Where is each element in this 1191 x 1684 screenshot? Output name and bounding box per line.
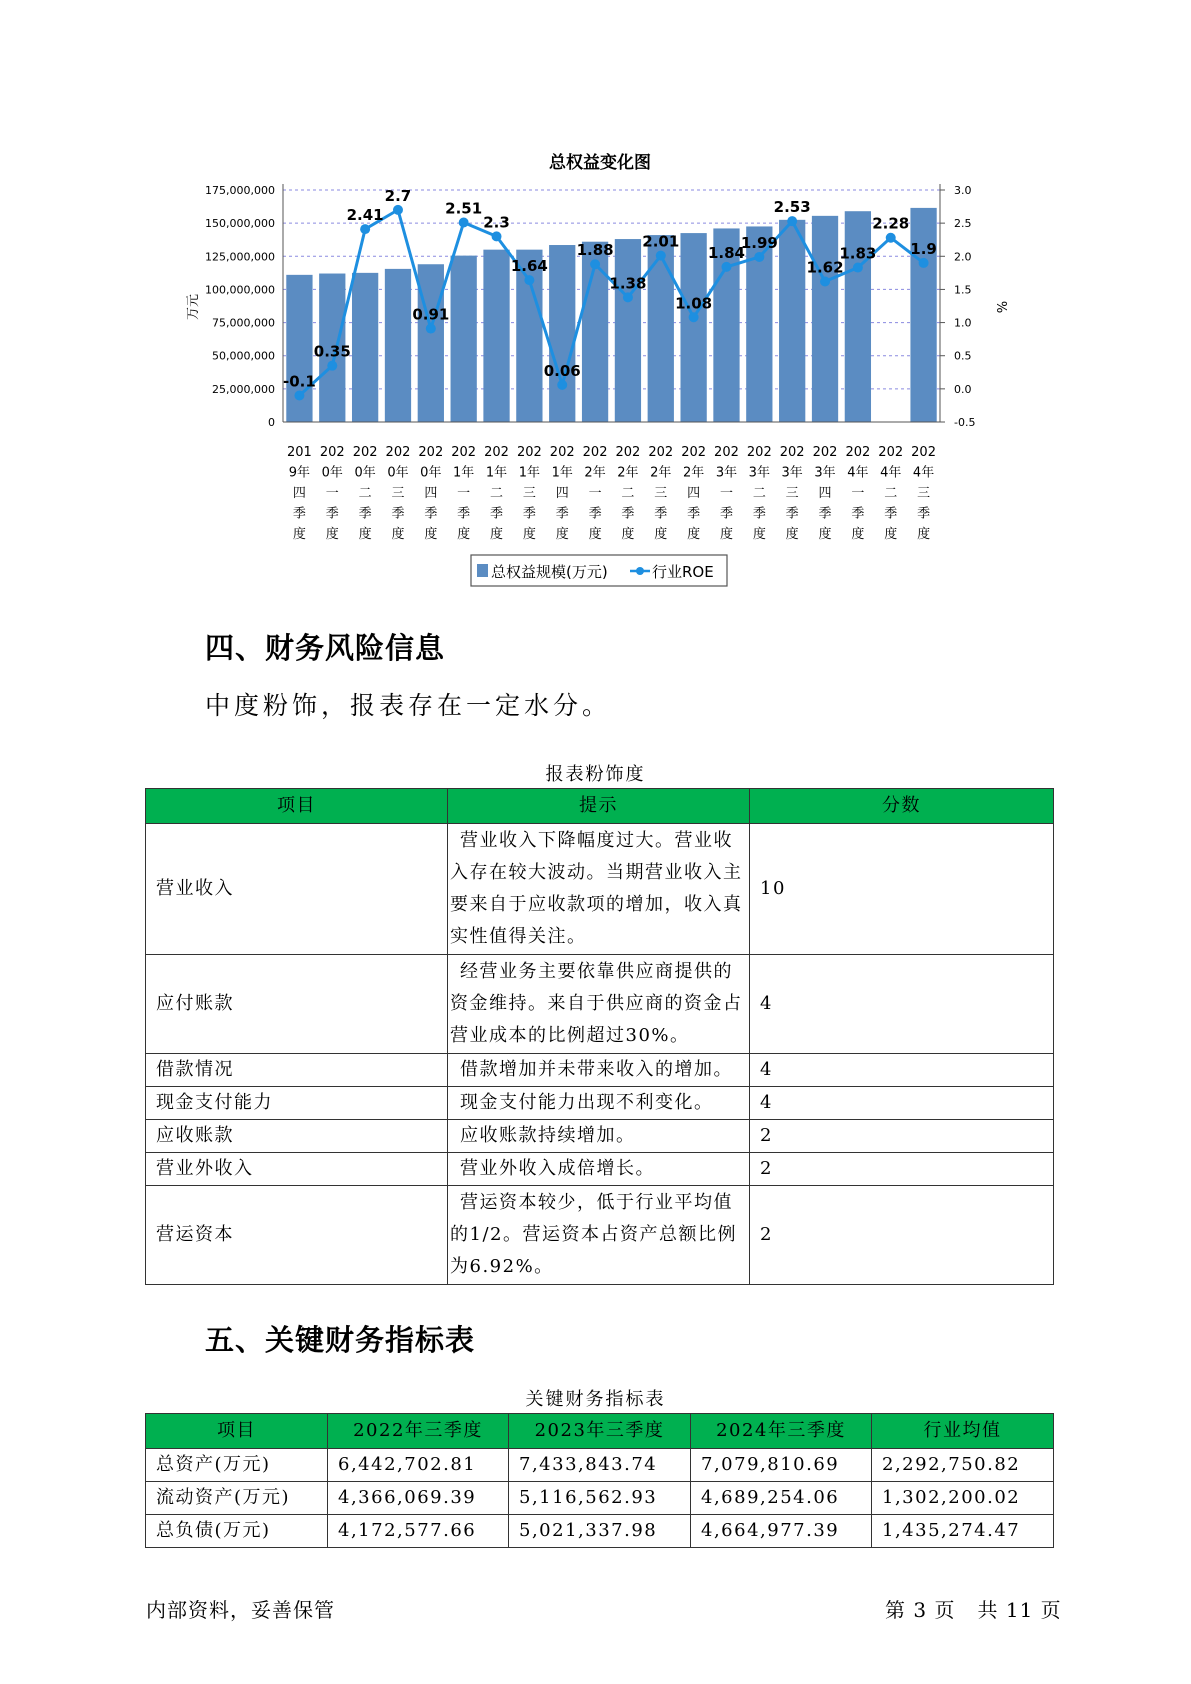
category-label: 季 <box>325 506 339 522</box>
risk-score-cell: 2 <box>750 1120 1054 1153</box>
category-label: 季 <box>555 506 569 522</box>
chart-bars <box>286 208 936 422</box>
category-label: 9年 <box>288 465 311 481</box>
risk-table-row <box>146 824 1054 955</box>
roe-point <box>360 224 370 234</box>
category-label: 201 <box>287 445 312 460</box>
category-label: 0年 <box>354 465 376 481</box>
risk-tip-cell: 现金支付能力出现不利变化。 <box>448 1087 750 1120</box>
category-label: 度 <box>621 527 635 542</box>
roe-data-label: 1.9 <box>910 239 937 258</box>
category-label: 三 <box>785 486 799 501</box>
category-label: 202 <box>385 445 411 460</box>
category-label: 季 <box>818 506 832 522</box>
risk-tip-cell: 营业收入下降幅度过大。营业收入存在较大波动。当期营业收入主要来自于应收款项的增加，收入真实性值得关注。 <box>448 824 750 955</box>
category-label: 度 <box>292 527 306 542</box>
category-label: 季 <box>391 506 405 522</box>
key-header-cell: 行业均值 <box>872 1414 1054 1449</box>
category-label: 1年 <box>518 465 541 481</box>
left-tick-label: 100,000,000 <box>205 283 275 297</box>
roe-point <box>623 292 633 302</box>
roe-data-label: 2.01 <box>642 232 680 251</box>
equity-bar <box>352 273 378 422</box>
roe-point <box>919 258 929 268</box>
roe-data-label: 1.99 <box>740 233 778 252</box>
roe-data-label: 2.3 <box>483 213 510 232</box>
key-value-cell: 6,442,702.81 <box>328 1449 509 1482</box>
roe-point <box>426 324 436 334</box>
category-label: 季 <box>457 506 471 522</box>
category-label: 四 <box>818 486 832 501</box>
key-value-cell: 4,172,577.66 <box>328 1515 509 1548</box>
category-label: 202 <box>615 445 641 460</box>
roe-data-label: 0.91 <box>412 305 450 324</box>
category-label: 202 <box>812 445 838 460</box>
category-label: 四 <box>555 486 569 501</box>
category-label: 季 <box>358 506 372 522</box>
chart-roe-line <box>283 187 937 401</box>
header-tip: 提示 <box>448 789 750 824</box>
risk-table <box>145 788 1054 1285</box>
category-label: 3年 <box>814 465 836 481</box>
equity-bar <box>483 250 509 422</box>
category-label: 二 <box>490 486 504 501</box>
equity-bar <box>385 269 411 422</box>
equity-bar <box>648 235 674 422</box>
right-tick-label: 1.0 <box>954 316 972 330</box>
category-label: 度 <box>851 527 865 542</box>
risk-table-row <box>146 1153 1054 1186</box>
roe-data-label: 1.38 <box>609 274 647 293</box>
category-label: 季 <box>917 506 931 522</box>
roe-point <box>754 252 764 262</box>
key-value-cell: 1,302,200.02 <box>872 1482 1054 1515</box>
chart-ylabel-left: 万元 <box>186 293 201 321</box>
category-label: 度 <box>522 527 536 542</box>
category-label: 3年 <box>748 465 770 481</box>
legend-bar-label: 总权益规模(万元) <box>491 563 608 581</box>
category-label: 202 <box>549 445 575 460</box>
category-label: 季 <box>785 506 799 522</box>
category-label: 202 <box>319 445 345 460</box>
category-label: 0年 <box>321 465 343 481</box>
equity-bar <box>779 220 805 422</box>
category-label: 0年 <box>420 465 442 481</box>
roe-point <box>557 380 567 390</box>
risk-item-cell: 借款情况 <box>146 1054 448 1087</box>
category-label: 202 <box>681 445 707 460</box>
roe-point <box>721 262 731 272</box>
category-label: 二 <box>358 486 372 501</box>
risk-tip-cell: 借款增加并未带来收入的增加。 <box>448 1054 750 1087</box>
key-item-cell: 流动资产(万元) <box>146 1482 328 1515</box>
key-value-cell: 7,079,810.69 <box>691 1449 872 1482</box>
roe-data-label: 1.62 <box>806 258 844 277</box>
roe-data-label: 2.28 <box>872 214 910 233</box>
right-tick-label: -0.5 <box>954 416 976 429</box>
category-label: 四 <box>687 486 701 501</box>
category-label: 季 <box>424 506 438 522</box>
roe-data-label: -0.1 <box>283 372 316 391</box>
risk-table-row <box>146 955 1054 1054</box>
category-label: 1年 <box>551 465 573 481</box>
key-indicator-row <box>146 1482 1054 1515</box>
category-label: 一 <box>457 486 471 501</box>
section5-heading: 五、关键财务指标表 <box>205 1323 476 1357</box>
roe-data-label: 2.41 <box>346 206 384 225</box>
key-value-cell: 4,366,069.39 <box>328 1482 509 1515</box>
roe-point <box>459 217 469 227</box>
category-label: 度 <box>325 527 339 542</box>
category-label: 度 <box>785 527 799 542</box>
category-label: 202 <box>418 445 444 460</box>
category-label: 四 <box>292 486 306 501</box>
category-label: 一 <box>719 486 733 501</box>
roe-point <box>294 390 304 400</box>
category-label: 202 <box>845 445 871 460</box>
risk-table-row <box>146 1087 1054 1120</box>
table2-caption: 关键财务指标表 <box>525 1389 666 1410</box>
roe-data-label: 2.51 <box>445 199 483 218</box>
category-label: 季 <box>588 506 602 522</box>
roe-point <box>590 259 600 269</box>
right-tick-label: 1.5 <box>954 283 972 297</box>
key-header-cell: 2022年三季度 <box>328 1414 509 1449</box>
roe-point <box>787 216 797 226</box>
key-item-cell: 总资产(万元) <box>146 1449 328 1482</box>
risk-item-cell: 应付账款 <box>146 955 448 1054</box>
left-tick-label: 50,000,000 <box>212 349 275 363</box>
risk-tip-cell: 应收账款持续增加。 <box>448 1120 750 1153</box>
category-label: 季 <box>752 506 766 522</box>
roe-data-label: 2.7 <box>384 186 412 205</box>
category-label: 度 <box>752 527 766 542</box>
equity-bar <box>812 216 838 422</box>
category-label: 202 <box>911 445 936 460</box>
roe-point <box>524 275 534 285</box>
category-label: 202 <box>352 445 378 460</box>
category-label: 202 <box>779 445 805 460</box>
equity-bar <box>845 211 871 422</box>
section4-heading: 四、财务风险信息 <box>205 631 446 665</box>
risk-item-cell: 营运资本 <box>146 1186 448 1285</box>
category-label: 1年 <box>485 465 508 481</box>
risk-table-header <box>146 789 1054 824</box>
roe-point <box>853 263 863 273</box>
roe-point <box>689 312 699 322</box>
risk-score-cell: 10 <box>750 824 1054 955</box>
key-value-cell: 1,435,274.47 <box>872 1515 1054 1548</box>
category-label: 202 <box>516 445 542 460</box>
roe-point <box>820 276 830 286</box>
risk-table-row <box>146 1054 1054 1087</box>
category-label: 度 <box>490 527 504 542</box>
roe-data-label: 1.08 <box>675 294 713 313</box>
left-tick-label: 25,000,000 <box>212 382 275 396</box>
left-tick-label: 150,000,000 <box>205 217 275 231</box>
key-header-cell: 2023年三季度 <box>509 1414 691 1449</box>
key-value-cell: 4,689,254.06 <box>691 1482 872 1515</box>
risk-tip-cell: 营业外收入成倍增长。 <box>448 1153 750 1186</box>
key-value-cell: 7,433,843.74 <box>509 1449 691 1482</box>
category-label: 一 <box>325 486 339 501</box>
category-label: 季 <box>490 506 504 522</box>
category-label: 度 <box>818 527 832 542</box>
header-item: 项目 <box>146 789 448 824</box>
equity-bar <box>451 256 477 422</box>
left-tick-label: 0 <box>268 416 275 429</box>
category-label: 一 <box>588 486 602 501</box>
footer-left: 内部资料，妥善保管 <box>146 1598 335 1622</box>
key-item-cell: 总负债(万元) <box>146 1515 328 1548</box>
header-score: 分数 <box>750 789 1054 824</box>
category-label: 1年 <box>453 465 475 481</box>
right-tick-label: 3.0 <box>954 184 972 197</box>
category-label: 度 <box>884 527 898 542</box>
category-label: 度 <box>457 527 471 542</box>
key-value-cell: 2,292,750.82 <box>872 1449 1054 1482</box>
legend-line-label: 行业ROE <box>652 563 714 581</box>
category-label: 季 <box>522 506 536 522</box>
category-label: 202 <box>582 445 608 460</box>
category-label: 季 <box>654 506 668 522</box>
risk-tip-cell: 营运资本较少，低于行业平均值的1/2。营运资本占资产总额比例为6.92%。 <box>448 1186 750 1285</box>
key-header-cell: 项目 <box>146 1414 328 1449</box>
roe-data-label: 0.35 <box>313 342 351 361</box>
key-value-cell: 5,021,337.98 <box>509 1515 691 1548</box>
category-label: 季 <box>884 506 898 522</box>
roe-point <box>886 233 896 243</box>
legend-line-swatch <box>636 567 644 575</box>
chart-title: 总权益变化图 <box>549 153 651 173</box>
category-label: 2年 <box>650 465 672 481</box>
equity-bar <box>615 239 641 422</box>
key-value-cell: 5,116,562.93 <box>509 1482 691 1515</box>
category-label: 季 <box>621 506 635 522</box>
left-tick-label: 125,000,000 <box>205 250 275 264</box>
key-header-cell: 2024年三季度 <box>691 1414 872 1449</box>
category-label: 0年 <box>387 465 409 481</box>
roe-data-label: 1.64 <box>510 257 548 276</box>
risk-score-cell: 4 <box>750 1054 1054 1087</box>
equity-chart <box>0 0 1191 600</box>
roe-data-label: 2.53 <box>773 198 811 217</box>
chart-ylabel-right: % <box>993 300 1008 314</box>
category-label: 4年 <box>847 465 869 481</box>
section4-summary: 中度粉饰，报表存在一定水分。 <box>205 691 612 720</box>
risk-tip-cell: 经营业务主要依靠供应商提供的资金维持。来自于供应商的资金占营业成本的比例超过30%。 <box>448 955 750 1054</box>
roe-point <box>327 361 337 371</box>
category-label: 202 <box>484 445 509 460</box>
risk-score-cell: 4 <box>750 1087 1054 1120</box>
risk-score-cell: 2 <box>750 1186 1054 1285</box>
category-label: 季 <box>292 506 306 522</box>
roe-point <box>492 231 502 241</box>
category-label: 度 <box>719 527 733 542</box>
left-tick-label: 75,000,000 <box>212 316 275 330</box>
category-label: 4年 <box>912 465 935 481</box>
category-label: 度 <box>424 527 438 542</box>
key-indicator-table <box>145 1413 1054 1548</box>
footer-page: 第 3 页 共 11 页 <box>885 1598 1062 1622</box>
category-label: 2年 <box>584 465 606 481</box>
category-label: 202 <box>648 445 674 460</box>
category-label: 三 <box>522 486 536 501</box>
category-label: 三 <box>654 486 668 501</box>
right-tick-label: 0.5 <box>954 349 972 363</box>
category-label: 一 <box>851 486 865 501</box>
key-indicator-header <box>146 1414 1054 1449</box>
category-label: 度 <box>588 527 602 542</box>
legend-bar-swatch <box>477 564 488 577</box>
category-label: 2年 <box>682 465 705 481</box>
risk-table-row <box>146 1186 1054 1285</box>
key-indicator-row <box>146 1449 1054 1482</box>
category-label: 二 <box>884 486 898 501</box>
risk-item-cell: 现金支付能力 <box>146 1087 448 1120</box>
risk-item-cell: 营业外收入 <box>146 1153 448 1186</box>
chart-legend <box>471 555 727 586</box>
equity-bar <box>680 233 706 422</box>
category-label: 季 <box>851 506 865 522</box>
category-label: 三 <box>391 486 405 501</box>
category-label: 二 <box>621 486 635 501</box>
category-label: 4年 <box>880 465 902 481</box>
right-tick-label: 2.5 <box>954 217 972 231</box>
category-label: 度 <box>917 527 931 542</box>
category-label: 2年 <box>617 465 639 481</box>
category-label: 度 <box>391 527 405 542</box>
category-label: 四 <box>424 486 438 501</box>
category-label: 202 <box>714 445 739 460</box>
category-label: 度 <box>654 527 668 542</box>
category-label: 季 <box>719 506 733 522</box>
risk-item-cell: 应收账款 <box>146 1120 448 1153</box>
right-tick-label: 2.0 <box>954 250 972 264</box>
risk-table-row <box>146 1120 1054 1153</box>
key-indicator-row <box>146 1515 1054 1548</box>
category-label: 季 <box>687 506 701 522</box>
category-label: 3年 <box>781 465 803 481</box>
category-label: 二 <box>752 486 766 501</box>
risk-score-cell: 2 <box>750 1153 1054 1186</box>
category-label: 202 <box>451 445 477 460</box>
roe-point <box>393 205 403 215</box>
equity-bar <box>418 264 444 422</box>
left-tick-label: 175,000,000 <box>205 184 275 197</box>
roe-data-label: 1.84 <box>707 243 745 262</box>
category-label: 202 <box>878 445 904 460</box>
category-label: 度 <box>358 527 372 542</box>
category-label: 度 <box>555 527 569 542</box>
category-label: 202 <box>746 445 772 460</box>
key-value-cell: 4,664,977.39 <box>691 1515 872 1548</box>
equity-bar <box>549 245 575 422</box>
risk-item-cell: 营业收入 <box>146 824 448 955</box>
roe-data-label: 0.06 <box>543 361 581 380</box>
category-label: 度 <box>687 527 701 542</box>
right-tick-label: 0.0 <box>954 382 972 396</box>
roe-point <box>656 251 666 261</box>
category-label: 3年 <box>715 465 738 481</box>
risk-score-cell: 4 <box>750 955 1054 1054</box>
roe-data-label: 1.88 <box>576 241 614 260</box>
table1-caption: 报表粉饰度 <box>545 764 646 785</box>
category-label: 三 <box>917 486 931 501</box>
roe-data-label: 1.83 <box>839 244 877 263</box>
